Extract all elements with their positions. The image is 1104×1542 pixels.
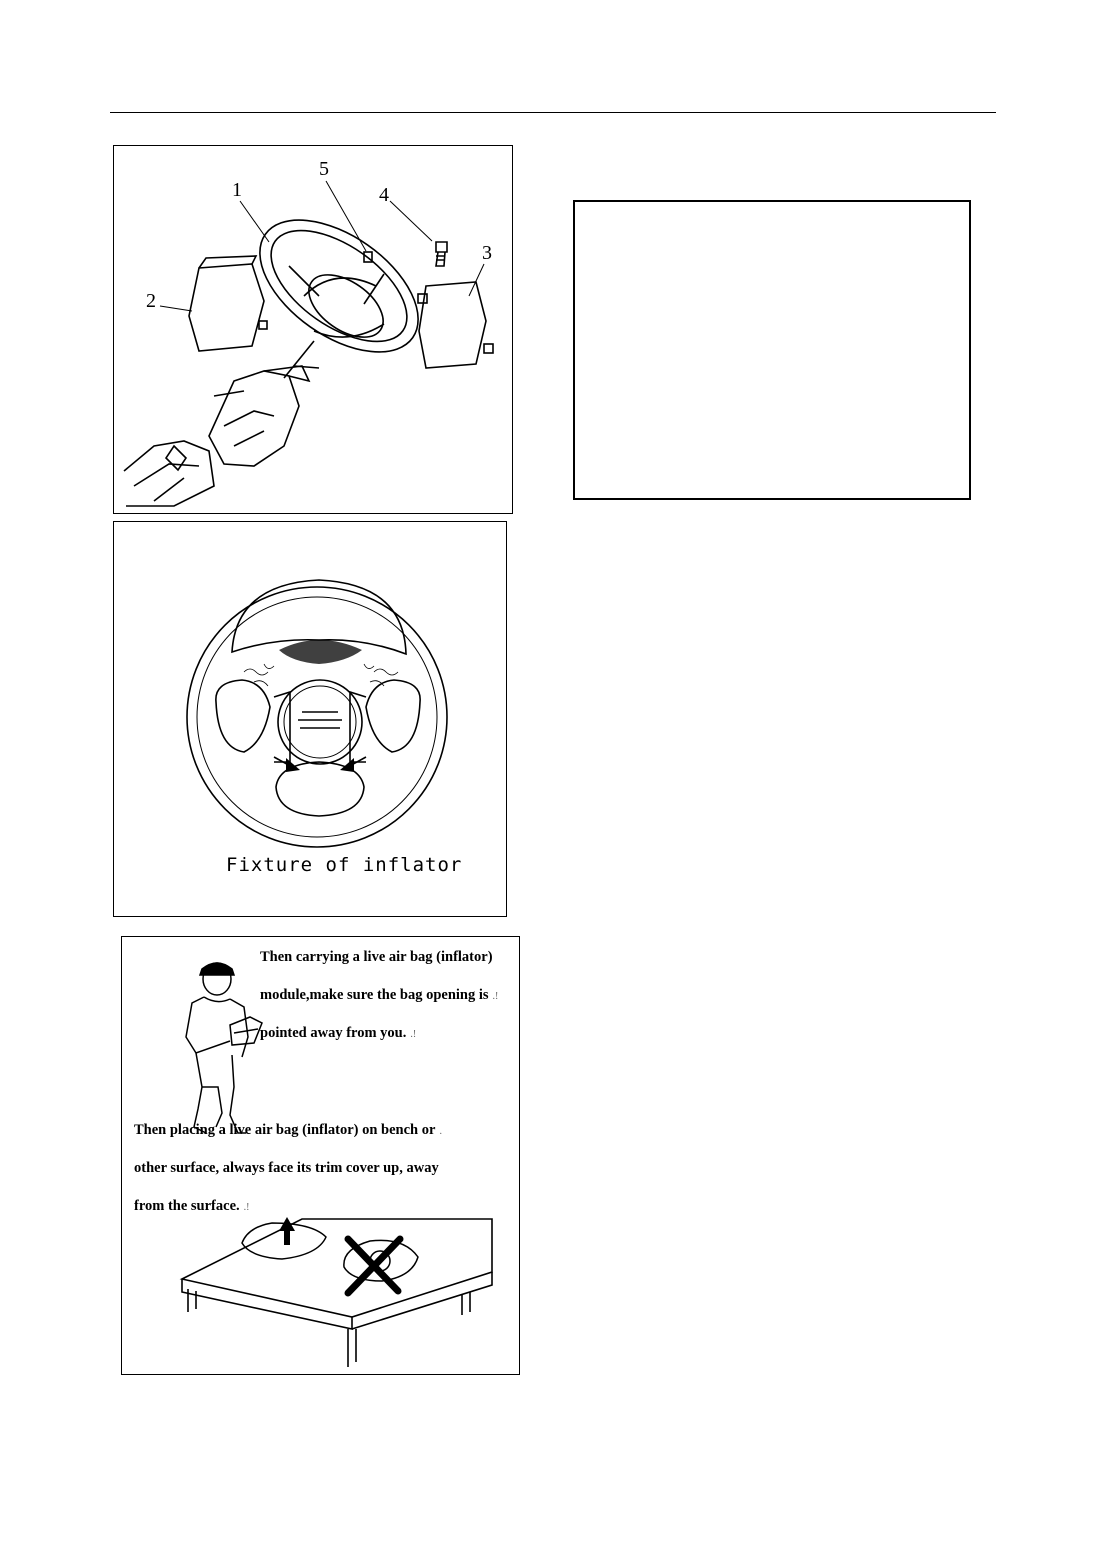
carry-instruction-line: Then carrying a live air bag (inflator): [260, 949, 493, 965]
figure-caption: Fixture of inflator: [226, 854, 463, 876]
note-box: [573, 200, 971, 500]
carry-instruction-line: module,make sure the bag opening is .!: [260, 987, 499, 1003]
steering-wheel-exploded-figure: [113, 145, 513, 514]
carry-instruction-line: pointed away from you. .!: [260, 1025, 417, 1041]
place-instruction-line: from the surface. .!: [134, 1198, 250, 1214]
inflator-fixture-figure: [113, 521, 507, 917]
callout-1: 1: [232, 179, 242, 201]
airbag-handling-figure: [121, 936, 520, 1375]
callout-4: 4: [379, 184, 389, 206]
callout-5: 5: [319, 158, 329, 180]
place-instruction-line: Then placing a live air bag (inflator) on bench or .: [134, 1122, 442, 1138]
callout-2: 2: [146, 290, 156, 312]
place-instruction-line: other surface, always face its trim cover up, away: [134, 1160, 439, 1176]
callout-3: 3: [482, 242, 492, 264]
exploded-view-drawing: [114, 146, 514, 515]
header-rule: [110, 112, 996, 113]
